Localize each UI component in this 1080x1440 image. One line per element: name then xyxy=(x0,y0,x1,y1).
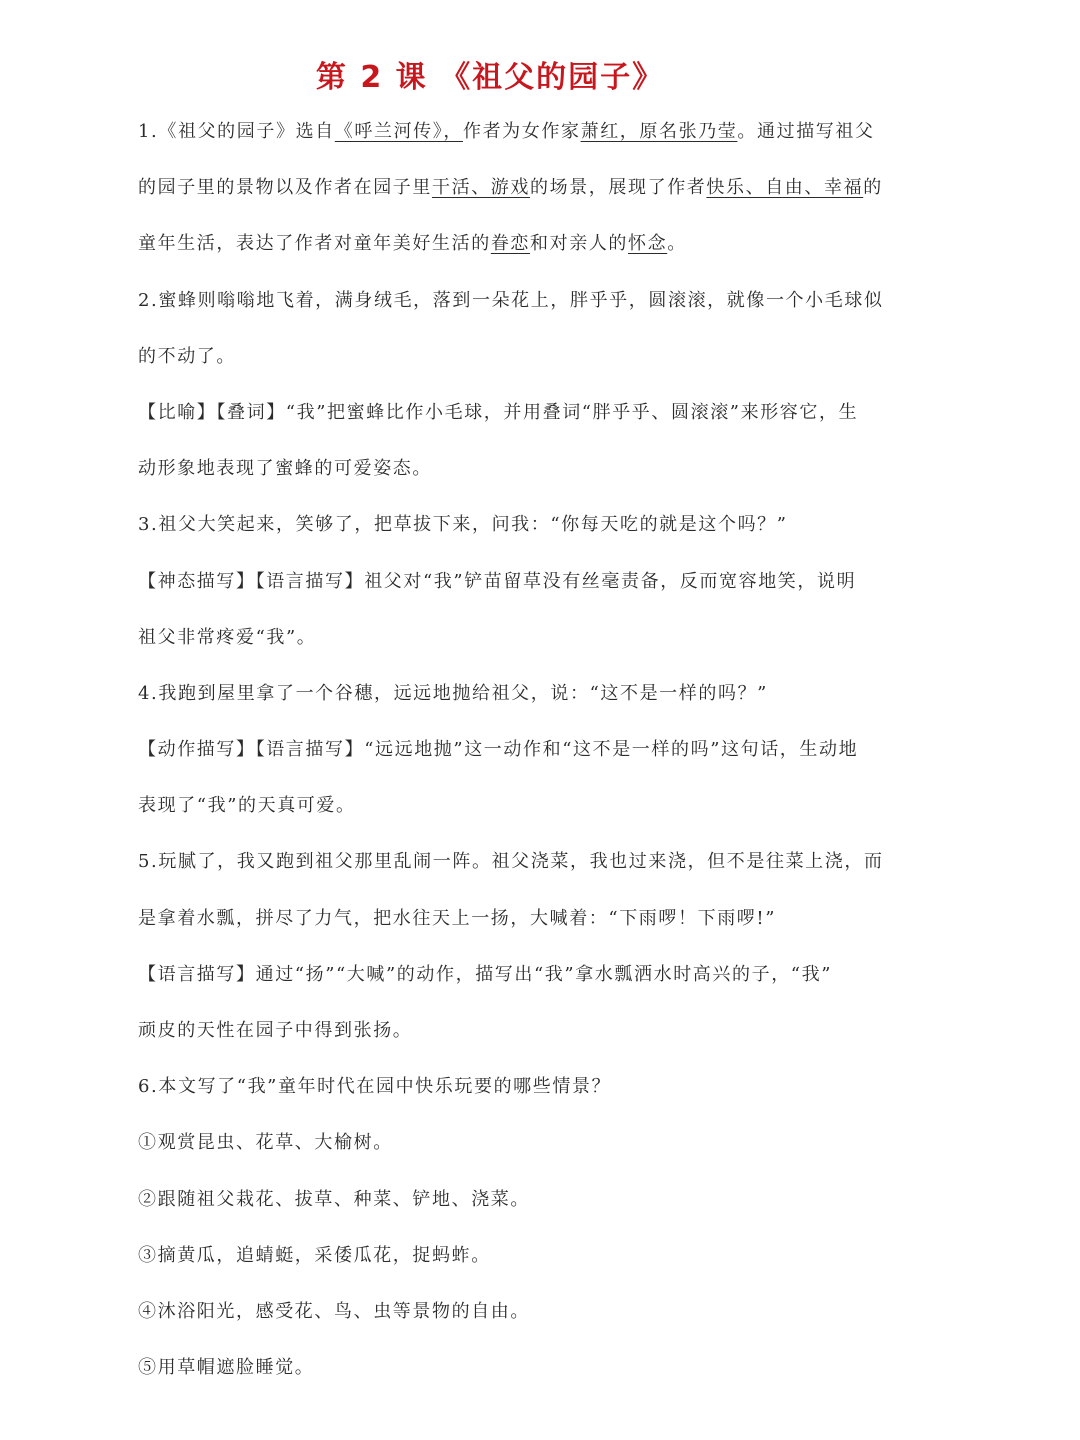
text-segment: 3.祖父大笑起来，笑够了，把草拔下来，问我：“你每天吃的就是这个吗？” xyxy=(138,514,788,536)
text-line xyxy=(138,1348,858,1404)
text-segment: 。 xyxy=(667,233,687,255)
text-line xyxy=(138,505,858,561)
lesson-title: 第 2 课 《祖父的园子》 xyxy=(315,60,665,95)
text-line xyxy=(138,899,858,955)
text-segment: 。通过描写祖父 xyxy=(737,121,875,142)
text-segment: ②跟随祖父栽花、拔草、种菜、铲地、浇菜。 xyxy=(138,1188,530,1210)
text-segment: 2.蜜蜂则嗡嗡地飞着，满身绒毛，落到一朵花上，胖乎乎，圆滚滚，就像一个小毛球似 xyxy=(138,289,884,311)
text-line xyxy=(138,337,858,393)
text-segment: 1.《祖父的园子》选自 xyxy=(138,121,335,142)
underlined-answer: 《呼兰河传》， xyxy=(334,121,463,142)
text-line xyxy=(138,393,858,449)
underlined-answer: 眷恋 xyxy=(490,233,531,255)
text-line xyxy=(138,674,858,730)
text-segment: 【动作描写】【语言描写】“远远地抛”这一动作和“这不是一样的吗”这句话，生动地 xyxy=(138,739,859,761)
text-segment: 顽皮的天性在园子中得到张扬。 xyxy=(138,1020,413,1041)
text-segment: 是拿着水瓢，拼尽了力气，把水往天上一扬，大喊着：“下雨啰！下雨啰!” xyxy=(138,907,777,929)
text-segment: 和对亲人的 xyxy=(530,233,629,255)
text-line xyxy=(138,1236,858,1292)
underlined-answer: 萧红，原名张乃莹 xyxy=(580,121,738,142)
text-line xyxy=(138,730,858,786)
text-segment: 的不动了。 xyxy=(138,345,236,367)
text-segment: 4.我跑到屋里拿了一个谷穗，远远地抛给祖父，说：“这不是一样的吗？” xyxy=(138,682,768,704)
lesson-content xyxy=(138,112,884,1404)
text-segment: 祖父非常疼爱“我”。 xyxy=(138,626,317,648)
text-line xyxy=(138,842,884,898)
text-segment: 童年生活，表达了作者对童年美好生活的 xyxy=(138,233,491,255)
text-line xyxy=(138,1067,858,1123)
text-segment: 的园子里的景物以及作者在园子里 xyxy=(138,177,432,199)
text-line xyxy=(138,224,858,280)
text-line xyxy=(138,281,884,337)
text-segment: 作者为女作家 xyxy=(462,121,581,142)
text-segment: 动形象地表现了蜜蜂的可爱姿态。 xyxy=(138,458,432,480)
text-line xyxy=(138,449,858,505)
text-line xyxy=(138,112,875,168)
text-segment: 【比喻】【叠词】“我”把蜜蜂比作小毛球，并用叠词“胖乎乎、圆滚滚”来形容它，生 xyxy=(138,401,859,423)
underlined-answer: 快乐、自由、幸福 xyxy=(706,177,864,199)
text-segment: ③摘黄瓜，追蜻蜓，采倭瓜花，捉蚂蚱。 xyxy=(138,1244,491,1266)
text-line xyxy=(138,1180,858,1236)
text-line xyxy=(138,1292,858,1348)
text-segment: 表现了“我”的天真可爱。 xyxy=(138,795,356,817)
text-segment: 的 xyxy=(863,177,883,199)
text-line xyxy=(138,1123,858,1179)
text-line xyxy=(138,562,858,618)
text-line xyxy=(138,168,883,224)
underlined-answer: 怀念 xyxy=(628,233,668,255)
text-segment: 6.本文写了“我”童年时代在园中快乐玩要的哪些情景？ xyxy=(138,1076,612,1098)
text-line xyxy=(138,1011,858,1067)
text-segment: 的场景，展现了作者 xyxy=(530,177,707,199)
text-segment: 【语言描写】通过“扬”“大喊”的动作，描写出“我”拿水瓢洒水时高兴的子，“我” xyxy=(138,963,833,985)
text-segment: ①观赏昆虫、花草、大榆树。 xyxy=(138,1132,393,1154)
text-segment: 【神态描写】【语言描写】祖父对“我”铲苗留草没有丝毫责备，反而宽容地笑，说明 xyxy=(138,570,857,592)
text-line xyxy=(138,955,858,1011)
text-segment: ④沐浴阳光，感受花、鸟、虫等景物的自由。 xyxy=(138,1300,530,1322)
text-segment: ⑤用草帽遮脸睡觉。 xyxy=(138,1357,315,1379)
underlined-answer: 干活、游戏 xyxy=(432,177,530,199)
text-line xyxy=(138,618,858,674)
text-line xyxy=(138,786,858,842)
text-segment: 5.玩腻了，我又跑到祖父那里乱闹一阵。祖父浇菜，我也过来浇，但不是往菜上浇，而 xyxy=(138,851,884,873)
